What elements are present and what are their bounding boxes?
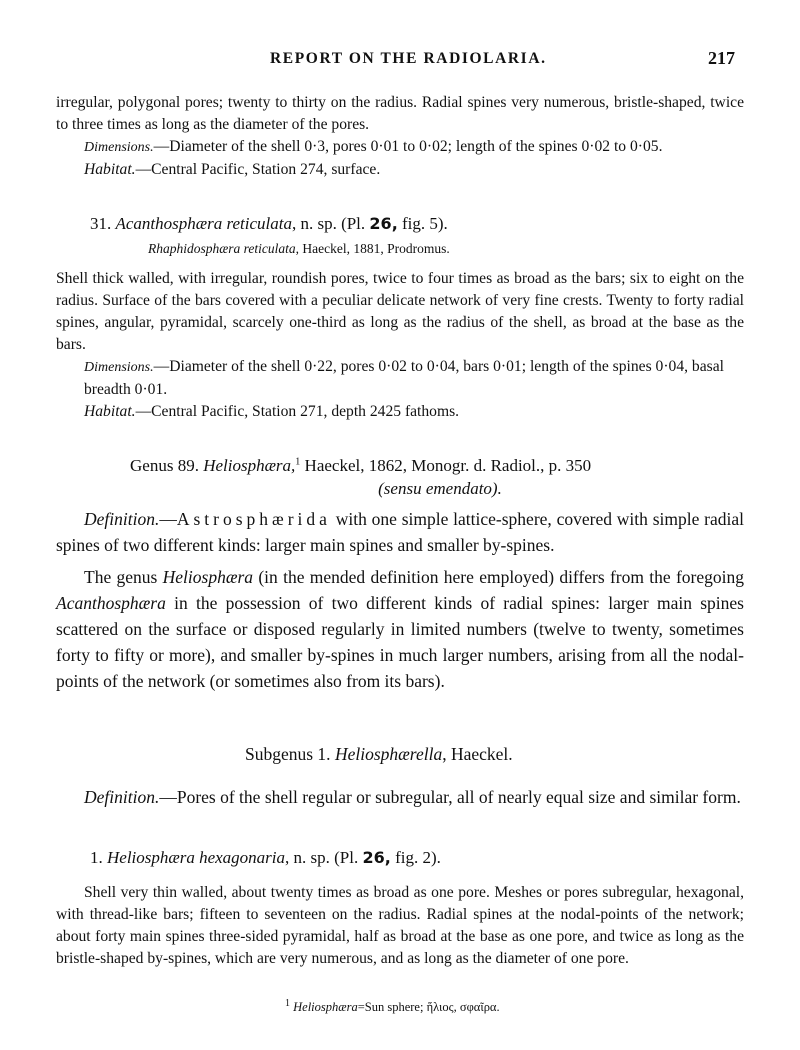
- subgenus-prefix: Subgenus 1.: [245, 744, 331, 764]
- subgenus-name: Heliosphærella: [334, 744, 443, 764]
- dimensions-label: Dimensions.: [84, 360, 154, 375]
- genus-definition: [56, 506, 744, 558]
- running-header: [0, 50, 800, 74]
- genus-sensu: (sensu emendato).: [378, 479, 502, 498]
- species-31-description: Shell thick walled, with irregular, roundish pores, twice to four times as broad as the bars; six to eight on the radius. Surface of the bars covered with a peculiar delicate network of very fine crests. Twenty to forty radial spines, angular, pyramidal, scarcely one-third as long as the radius of the shell, as broad at the base as the bars.: [56, 270, 744, 353]
- definition-term: Astrosphærida: [176, 509, 331, 529]
- genus-discussion-block: [56, 564, 744, 694]
- footnote-number: 1: [285, 997, 290, 1009]
- discussion-text-2: (in the mended definition here employed) differs from the foregoing: [253, 567, 744, 587]
- species-plate-number: 26,: [369, 214, 398, 233]
- genus-reference: Haeckel, 1862, Monogr. d. Radiol., p. 350: [304, 456, 592, 475]
- species-number: 1.: [90, 848, 103, 867]
- species-figure: fig. 5).: [402, 214, 448, 233]
- dimensions-text: —Diameter of the shell 0·3, pores 0·01 to 0·02; length of the spines 0·02 to 0·05.: [153, 138, 663, 155]
- footnote: [285, 997, 500, 1015]
- habitat-label: Habitat.: [84, 161, 136, 178]
- genus-discussion: [56, 564, 744, 694]
- species-31-synonym: [148, 240, 450, 258]
- running-title: REPORT ON THE RADIOLARIA.: [270, 50, 547, 67]
- species-name: Acanthosphæra reticulata: [115, 214, 292, 233]
- discussion-text-1: The genus: [84, 567, 163, 587]
- species-1-description: Shell very thin walled, about twenty times as broad as one pore. Meshes or pores subregular, hexagonal, with thread-like bars; fifteen to seventeen on the radius. Radial spines at the nodal-points of the network; about forty main spines three-sided pyramidal, half as broad at the base as one pore, and twice as long as the bristle-shaped by-spines, which are very numerous, and as long as the diameter of one pore.: [56, 884, 744, 967]
- habitat-text: —Central Pacific, Station 271, depth 2425 fathoms.: [135, 403, 460, 420]
- discussion-compared-genus: Acanthosphæra: [56, 593, 166, 613]
- habitat-label: Habitat.: [84, 403, 136, 420]
- species-31-heading: [90, 212, 448, 236]
- synonym-ref: , Haeckel, 1881, Prodromus.: [295, 241, 450, 256]
- dimensions-label: Dimensions.: [84, 140, 154, 155]
- genus-prefix: Genus 89.: [130, 456, 199, 475]
- discussion-genus-name: Heliosphæra: [162, 567, 254, 587]
- discussion-text-3: in the possession of two different kinds of radial spines: larger main spines scattered on the surface or disposed regularly in limited numbers (twelve to twenty, sometimes forty to fifty or more), and smaller by-spines in much larger numbers, arising from all the nodal-points of the network (or sometimes also from its bars).: [56, 593, 744, 691]
- subgenus-definition-block: [56, 784, 744, 810]
- definition-text: —Pores of the shell regular or subregular, all of nearly equal size and similar form.: [159, 787, 741, 807]
- species-31-habitat: [56, 401, 744, 423]
- intro-dimensions: [56, 136, 744, 159]
- definition-dash: —: [159, 509, 177, 529]
- definition-label: Definition.: [84, 787, 160, 807]
- species-plate-prefix: , n. sp. (Pl.: [291, 214, 366, 233]
- synonym-name: Rhaphidosphæra reticulata: [148, 241, 296, 256]
- species-31-dimensions: [56, 356, 744, 401]
- species-1-body: [56, 882, 744, 970]
- footnote-text: =Sun sphere; ἥλιος, σφαῖρα.: [357, 1000, 500, 1014]
- intro-habitat: [56, 159, 744, 181]
- genus-name: Heliosphæra,: [203, 456, 296, 475]
- species-number: 31.: [90, 214, 112, 233]
- footnote-term: Heliosphæra: [293, 1000, 358, 1014]
- species-figure: fig. 2).: [395, 848, 441, 867]
- subgenus-definition: [56, 784, 744, 810]
- habitat-text: —Central Pacific, Station 274, surface.: [135, 161, 381, 178]
- subgenus-heading: [245, 744, 513, 765]
- definition-label: Definition.: [84, 509, 160, 529]
- page-number: 217: [708, 48, 735, 68]
- footnote-mark: 1: [295, 456, 301, 468]
- intro-block: [56, 92, 744, 181]
- subgenus-author: , Haeckel.: [442, 744, 513, 764]
- genus-definition-block: [56, 506, 744, 558]
- species-plate-prefix: , n. sp. (Pl.: [285, 848, 359, 867]
- species-plate-number: 26,: [362, 848, 391, 867]
- species-1-heading: [90, 846, 441, 870]
- species-name: Heliosphæra hexagonaria: [107, 848, 286, 867]
- definition-text: with one simple lattice-sphere, covered with simple radial spines of two different kinds: larger main spines and smaller by-spines.: [56, 509, 744, 555]
- intro-paragraph: irregular, polygonal pores; twenty to thirty on the radius. Radial spines very numerous, bristle-shaped, twice to three times as long as the diameter of the pores.: [56, 94, 744, 133]
- genus-heading: [130, 454, 690, 500]
- dimensions-text: —Diameter of the shell 0·22, pores 0·02 to 0·04, bars 0·01; length of the spines 0·04, basal breadth 0·01.: [84, 358, 724, 398]
- species-31-body: [56, 268, 744, 423]
